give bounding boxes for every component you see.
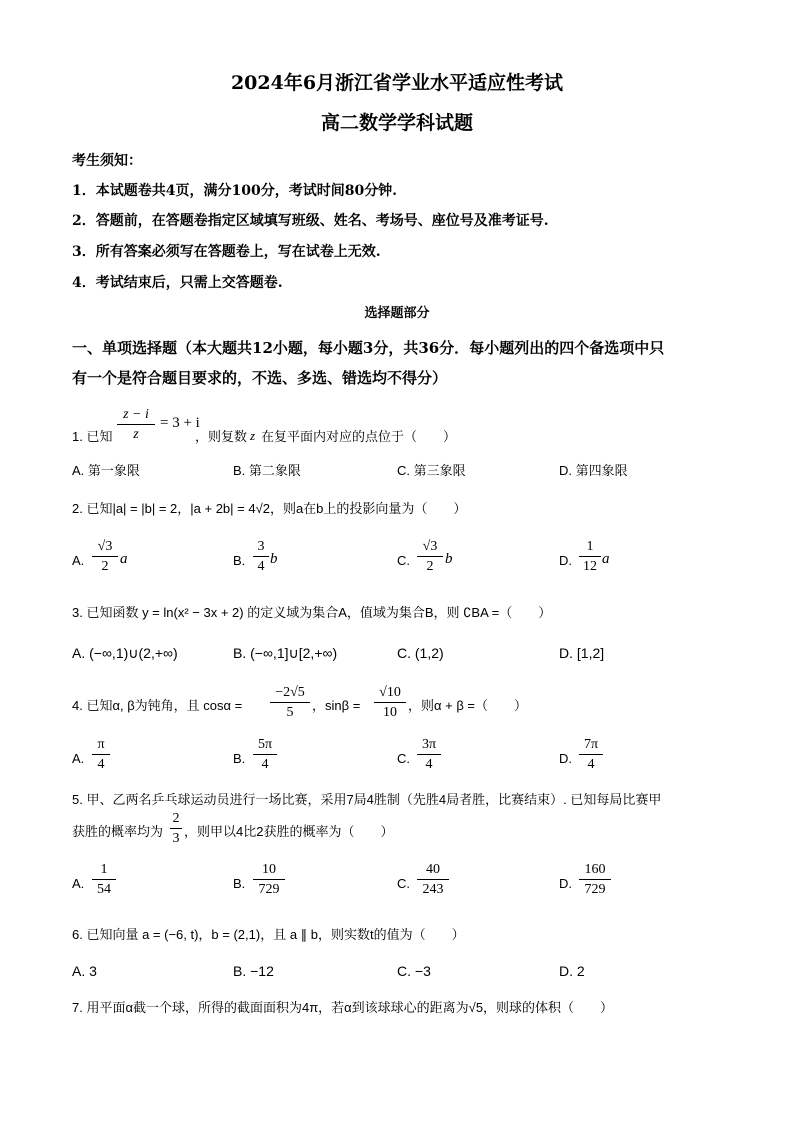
q4-option-b-label[interactable]: B. <box>233 751 246 766</box>
notice-heading: 考生须知： <box>72 153 142 169</box>
q1-text: ，则复数 <box>195 429 248 444</box>
q2-option-c-label[interactable]: C. <box>397 553 410 568</box>
q3-option-c[interactable]: C. (1,2) <box>397 645 444 661</box>
q2-option-d-var: a <box>602 551 610 567</box>
q5-probability-fraction: $\frac{2}{3}$ <box>170 812 182 846</box>
q4-option-c-fraction[interactable]: $\frac{3\pi}{4}$ <box>417 738 441 772</box>
q1-prefix: 1. 已知 <box>72 429 113 444</box>
q2-option-b-label[interactable]: B. <box>233 553 246 568</box>
q5-option-a-fraction[interactable]: $\frac{1}{54}$ <box>92 863 116 897</box>
q6-option-c[interactable]: C. −3 <box>397 963 431 979</box>
q4-cos-fraction: $\frac{-2√5}{5}$ <box>270 686 310 720</box>
q4-prefix: 4. 已知α, β为钝角，且 cosα = <box>72 698 243 713</box>
q2-option-c-fraction[interactable]: $\frac{√3}{2}$ <box>417 540 443 574</box>
q6-text: 6. 已知向量 a = (−6, t)，b = (2,1)，且 a ∥ b，则实数t的值为（ ） <box>72 927 465 942</box>
q5-line2-suffix: ，则甲以4比2获胜的概率为（ ） <box>184 824 394 839</box>
q1-option-a[interactable]: A. 第一象限 <box>72 463 140 478</box>
q2-option-d-label[interactable]: D. <box>559 553 572 568</box>
q6-option-b[interactable]: B. −12 <box>233 963 274 979</box>
q4-option-c-label[interactable]: C. <box>397 751 410 766</box>
part-heading-line2: 有一个是符合题目要求的，不选、多选、错选均不得分） <box>72 369 448 387</box>
q2-option-c-var: b <box>445 551 453 567</box>
q1-fraction: $\frac{z - i}{z}$ <box>117 408 155 442</box>
q6-option-d[interactable]: D. 2 <box>559 963 585 979</box>
q5-option-b-fraction[interactable]: $\frac{10}{729}$ <box>253 863 285 897</box>
q3-option-d[interactable]: D. [1,2] <box>559 645 605 661</box>
q4-option-d-label[interactable]: D. <box>559 751 572 766</box>
q2-option-b-var: b <box>270 551 278 567</box>
q5-option-c-fraction[interactable]: $\frac{40}{243}$ <box>417 863 449 897</box>
notice-item-2: 2．答题前，在答题卷指定区域填写班级、姓名、考场号、座位号及准考证号. <box>72 213 549 229</box>
q1-equation: = 3 + i <box>160 415 200 431</box>
q1-text2: 在复平面内对应的点位于（ ） <box>261 429 457 444</box>
notice-item-3: 3．所有答案必须写在答题卷上，写在试卷上无效. <box>72 244 381 260</box>
q7-text: 7. 用平面α截一个球，所得的截面面积为4π，若α到该球球心的距离为√5，则球的体积（ ） <box>72 1000 614 1015</box>
q5-option-d-label[interactable]: D. <box>559 876 572 891</box>
q2-option-a-label[interactable]: A. <box>72 553 85 568</box>
notice-item-1: 1．本试题卷共4页，满分100分，考试时间80分钟. <box>72 183 398 199</box>
q6-option-a[interactable]: A. 3 <box>72 963 97 979</box>
q1-option-d[interactable]: D. 第四象限 <box>559 463 628 478</box>
q3-option-b[interactable]: B. (−∞,1]∪[2,+∞) <box>233 645 338 661</box>
q4-option-b-fraction[interactable]: $\frac{5\pi}{4}$ <box>253 738 277 772</box>
q2-option-a-var: a <box>120 551 128 567</box>
q3-text: 3. 已知函数 y = ln(x² − 3x + 2) 的定义域为集合A，值域为集合B，则 ∁BA =（ ） <box>72 605 552 620</box>
q5-line2-prefix: 获胜的概率均为 <box>72 824 164 839</box>
section-name: 选择题部分 <box>364 306 430 321</box>
q1-option-b[interactable]: B. 第二象限 <box>233 463 301 478</box>
exam-subtitle: 高二数学学科试题 <box>320 112 473 134</box>
q4-option-a-label[interactable]: A. <box>72 751 85 766</box>
notice-item-4: 4．考试结束后，只需上交答题卷. <box>72 275 283 291</box>
part-heading-line1: 一、单项选择题（本大题共12小题，每小题3分，共36分．每小题列出的四个备选项中只 <box>72 339 665 357</box>
q5-line1: 5. 甲、乙两名乒乓球运动员进行一场比赛，采用7局4胜制（先胜4局者胜，比赛结束）. 已知每局比赛甲 <box>72 792 662 807</box>
q4-option-d-fraction[interactable]: $\frac{7\pi}{4}$ <box>579 738 603 772</box>
q4-sin-fraction: $\frac{√10}{10}$ <box>374 686 406 720</box>
q1-var: z <box>250 428 256 443</box>
q4-mid: ，sinβ = <box>312 698 361 713</box>
q1-option-c[interactable]: C. 第三象限 <box>397 463 466 478</box>
q3-option-a[interactable]: A. (−∞,1)∪(2,+∞) <box>72 645 178 661</box>
q2-option-b-fraction[interactable]: $\frac{3}{4}$ <box>253 540 269 574</box>
q5-option-c-label[interactable]: C. <box>397 876 410 891</box>
q2-text: 2. 已知|a| = |b| = 2，|a + 2b| = 4√2，则a在b上的投影向量为（ ） <box>72 501 467 516</box>
q2-option-a-fraction[interactable]: $\frac{√3}{2}$ <box>92 540 118 574</box>
q2-option-d-fraction[interactable]: $\frac{1}{12}$ <box>579 540 601 574</box>
q4-suffix: ，则α + β =（ ） <box>408 698 528 713</box>
q4-option-a-fraction[interactable]: $\frac{\pi}{4}$ <box>92 738 110 772</box>
q5-option-d-fraction[interactable]: $\frac{160}{729}$ <box>579 863 611 897</box>
q5-option-a-label[interactable]: A. <box>72 876 85 891</box>
q5-option-b-label[interactable]: B. <box>233 876 246 891</box>
exam-title: 2024年6月浙江省学业水平适应性考试 <box>230 72 564 94</box>
